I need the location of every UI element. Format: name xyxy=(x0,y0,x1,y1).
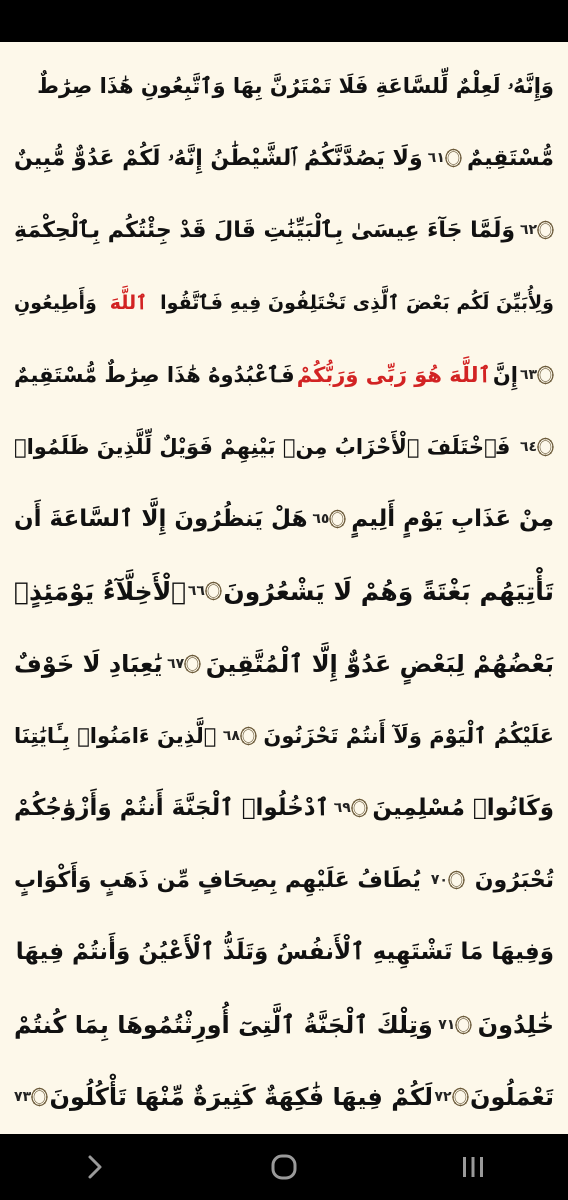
verse-text: فَٱخْتَلَفَ ٱلْأَحْزَابُ مِنۢ بَيْنِهِمْ فَوَيْلٌ لِّلَّذِينَ ظَلَمُوا۟ xyxy=(14,435,511,459)
verse-line xyxy=(14,700,554,772)
back-button[interactable] xyxy=(35,1134,155,1200)
verse-text: خَٰلِدُونَ xyxy=(477,1010,554,1039)
verse-line xyxy=(14,555,554,627)
ayah-number-marker[interactable] xyxy=(438,1006,472,1044)
verse-text: مِنْ عَذَابِ يَوْمٍ أَلِيمٍ xyxy=(351,506,554,533)
ayah-rosette-icon xyxy=(452,1078,469,1116)
chevron-right-icon xyxy=(85,1154,105,1180)
ayah-rosette-icon xyxy=(455,1006,472,1044)
recents-button[interactable] xyxy=(413,1134,533,1200)
ayah-number: ٦٢ xyxy=(520,222,538,239)
verse-text: وَكَانُوا۟ مُسْلِمِينَ xyxy=(372,795,554,821)
ayah-number: ٦٧ xyxy=(167,655,185,672)
ayah-number-marker[interactable] xyxy=(334,789,368,827)
verse-line xyxy=(14,194,554,266)
ayah-rosette-icon xyxy=(184,645,201,683)
ayah-number: ٧٣ xyxy=(14,1088,32,1105)
ayah-number: ٧٢ xyxy=(434,1088,452,1105)
verse-text: وَإِنَّهُۥ لَعِلْمٌ لِّلسَّاعَةِ فَلَا تَمْتَرُنَّ بِهَا وَٱتَّبِعُونِ هَٰذَا صِرَٰطٌ xyxy=(37,73,554,98)
verse-line xyxy=(14,483,554,555)
verse-text: تَعْمَلُونَ xyxy=(470,1082,554,1111)
ayah-number: ٦٨ xyxy=(222,727,240,744)
verse-text: وَلَا يَصُدَّنَّكُمُ ٱلشَّيْطَٰنُ إِنَّهُۥ لَكُمْ عَدُوٌّ مُّبِينٌ xyxy=(14,145,423,171)
verse-text: وَأَطِيعُونِ xyxy=(14,291,97,314)
verse-text: مُّسْتَقِيمٌ xyxy=(466,145,554,171)
ayah-number: ٧١ xyxy=(438,1016,456,1033)
divine-name-text: ٱللَّهَ هُوَ رَبِّى وَرَبُّكُمْ xyxy=(296,362,491,387)
android-nav-bar xyxy=(0,1134,568,1200)
verse-line xyxy=(14,628,554,700)
verse-text: عَلَيْكُمُ ٱلْيَوْمَ وَلَآ أَنتُمْ تَحْزَنُونَ xyxy=(263,723,554,748)
verse-text: وَتِلْكَ ٱلْجَنَّةُ ٱلَّتِىٓ أُورِثْتُمُوهَا بِمَا كُنتُمْ xyxy=(14,1010,433,1039)
ayah-rosette-icon xyxy=(537,428,554,466)
ayah-number-marker[interactable] xyxy=(520,211,554,249)
verse-line xyxy=(14,1061,554,1133)
verse-line xyxy=(14,772,554,844)
divine-name-text: ٱللَّهَ xyxy=(109,291,148,314)
ayah-number-marker[interactable] xyxy=(520,428,554,466)
ayah-rosette-icon xyxy=(445,139,462,177)
ayah-number-marker[interactable] xyxy=(428,139,462,177)
ayah-number: ٦١ xyxy=(427,150,445,167)
ayah-number-marker[interactable] xyxy=(167,645,201,683)
ayah-number-marker[interactable] xyxy=(188,572,222,610)
verse-line xyxy=(14,50,554,122)
verse-text: ٱلَّذِينَ ءَامَنُوا۟ بِـَٔايَٰتِنَا xyxy=(14,723,217,748)
verse-text: وَلِأُبَيِّنَ لَكُم بَعْضَ ٱلَّذِى تَخْتَلِفُونَ فِيهِ فَٱتَّقُوا xyxy=(160,291,554,314)
verse-text: تُحْبَرُونَ xyxy=(474,867,554,893)
verse-text: ٱدْخُلُوا۟ ٱلْجَنَّةَ أَنتُمْ وَأَزْوَٰجُكُمْ xyxy=(14,795,330,821)
verse-text: يُطَافُ عَلَيْهِم بِصِحَافٍ مِّن ذَهَبٍ وَأَكْوَابٍ xyxy=(14,867,421,893)
home-button[interactable] xyxy=(224,1134,344,1200)
verse-line xyxy=(14,339,554,411)
verse-text: إِنَّ xyxy=(492,362,518,387)
verse-line xyxy=(14,989,554,1061)
verse-text: وَلَمَّا جَآءَ عِيسَىٰ بِٱلْبَيِّنَٰتِ قَالَ قَدْ جِئْتُكُم بِٱلْحِكْمَةِ xyxy=(14,217,516,243)
ayah-number-marker[interactable] xyxy=(312,500,346,538)
verse-line xyxy=(14,916,554,988)
verse-text: وَفِيهَا مَا تَشْتَهِيهِ ٱلْأَنفُسُ وَتَلَذُّ ٱلْأَعْيُنُ وَأَنتُمْ فِيهَا xyxy=(15,939,554,966)
ayah-number-marker[interactable] xyxy=(14,1078,48,1116)
ayah-rosette-icon xyxy=(351,789,368,827)
ayah-number: ٦٤ xyxy=(520,439,538,455)
ayah-rosette-icon xyxy=(537,211,554,249)
ayah-rosette-icon xyxy=(537,356,554,394)
ayah-rosette-icon xyxy=(329,500,346,538)
mushaf-page[interactable] xyxy=(0,42,568,1134)
verse-text: هَلْ يَنظُرُونَ إِلَّا ٱلسَّاعَةَ أَن xyxy=(14,506,308,533)
verse-text: لَكُمْ فِيهَا فَٰكِهَةٌ كَثِيرَةٌ مِّنْهَا تَأْكُلُونَ xyxy=(49,1082,434,1111)
verse-text: يَٰعِبَادِ لَا خَوْفٌ xyxy=(14,649,163,678)
ayah-rosette-icon xyxy=(31,1078,48,1116)
ayah-number-marker[interactable] xyxy=(431,861,465,899)
verse-lines xyxy=(0,42,568,1134)
verse-line xyxy=(14,844,554,916)
ayah-rosette-icon xyxy=(448,861,465,899)
verse-line xyxy=(14,122,554,194)
verse-text: ٱلْأَخِلَّآءُ يَوْمَئِذٍۭ xyxy=(14,576,187,606)
ayah-number: ٦٩ xyxy=(333,800,351,816)
ayah-number: ٦٣ xyxy=(520,366,538,383)
ayah-number: ٧٠ xyxy=(430,872,448,889)
ayah-number-marker[interactable] xyxy=(520,356,554,394)
status-bar xyxy=(0,0,568,42)
verse-text: تَأْتِيَهُم بَغْتَةً وَهُمْ لَا يَشْعُرُونَ xyxy=(223,576,554,606)
verse-line xyxy=(14,411,554,483)
ayah-number: ٦٦ xyxy=(187,583,205,600)
three-bars-recents-icon xyxy=(460,1155,486,1179)
ayah-rosette-icon xyxy=(205,572,222,610)
ayah-number-marker[interactable] xyxy=(435,1078,469,1116)
verse-line xyxy=(14,267,554,339)
ayah-number: ٦٥ xyxy=(312,511,330,528)
ayah-rosette-icon xyxy=(240,717,257,755)
ayah-number-marker[interactable] xyxy=(223,717,257,755)
verse-text: بَعْضُهُمْ لِبَعْضٍ عَدُوٌّ إِلَّا ٱلْمُتَّقِينَ xyxy=(205,649,554,678)
verse-text: فَٱعْبُدُوهُ هَٰذَا صِرَٰطٌ مُّسْتَقِيمٌ xyxy=(14,362,295,387)
circle-home-icon xyxy=(270,1153,298,1181)
